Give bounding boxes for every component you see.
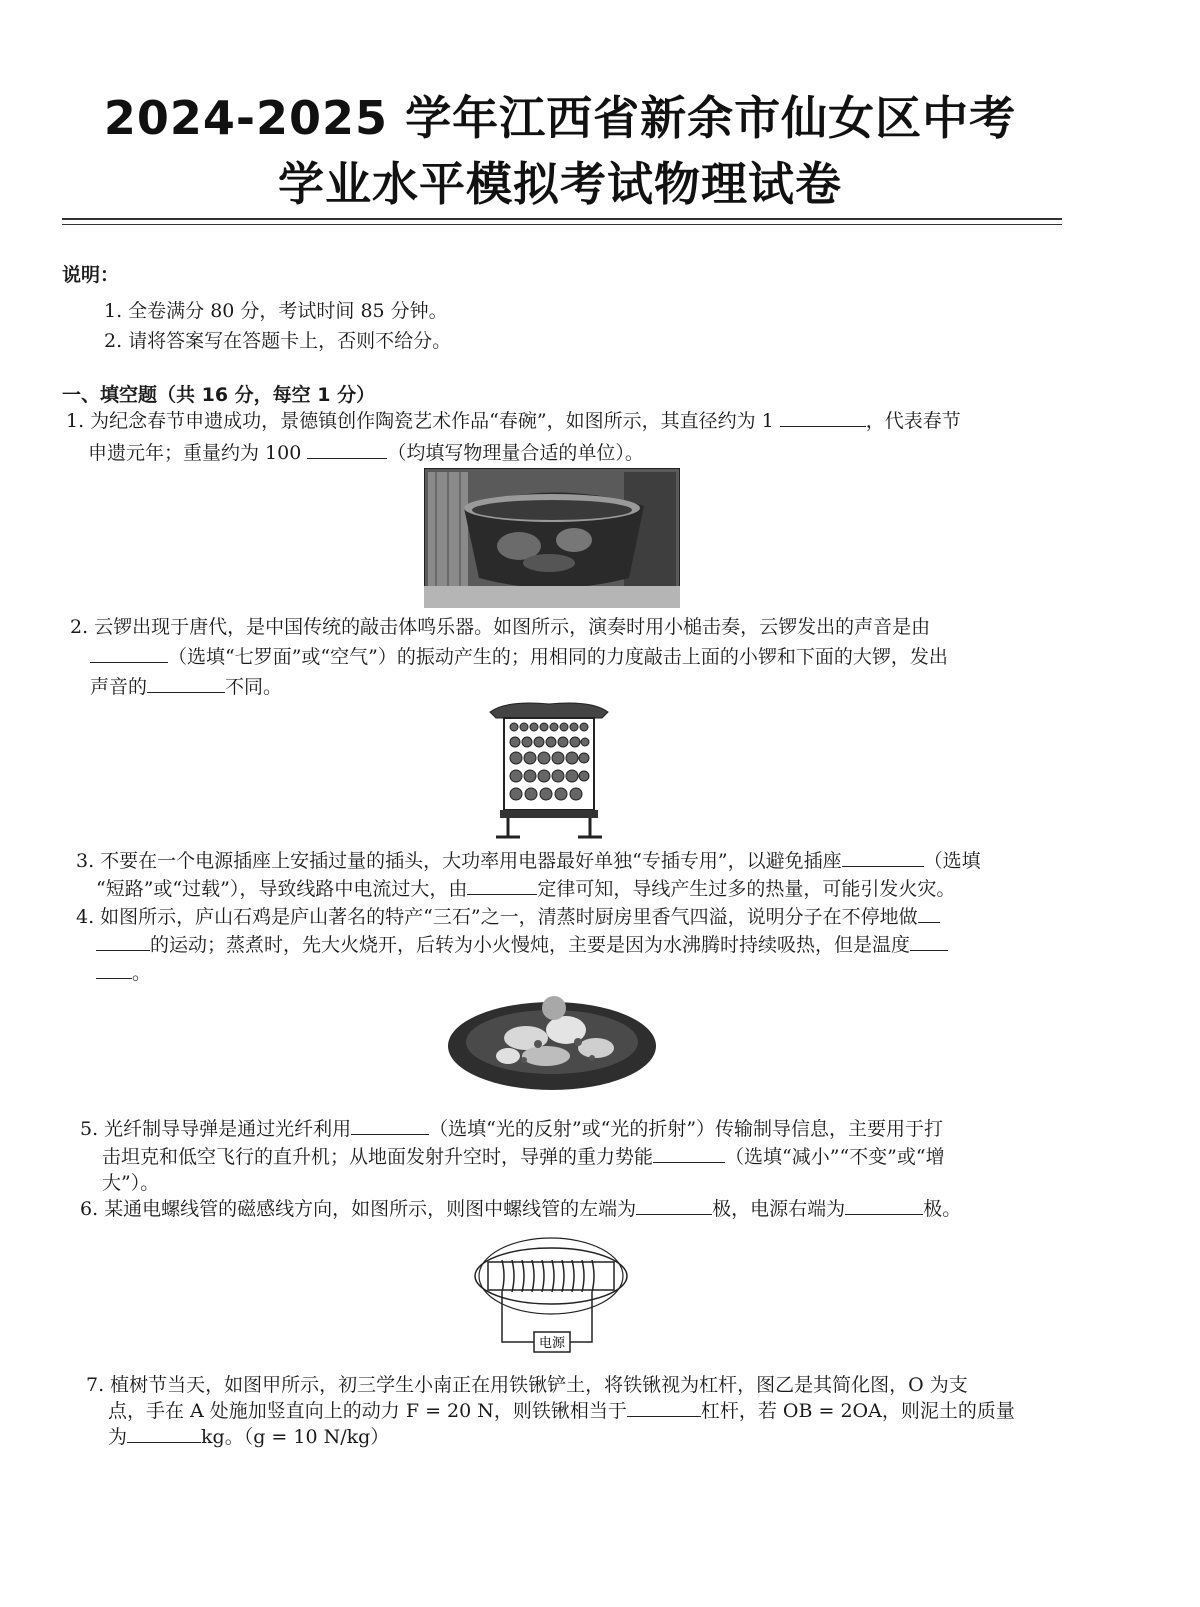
answer-blank[interactable] xyxy=(653,1144,725,1163)
question-2-line-3: 声音的 不同。 xyxy=(90,676,283,698)
answer-blank[interactable] xyxy=(96,932,150,951)
question-5-line-2: 击坦克和低空飞行的直升机；从地面发射升空时，导弹的重力势能 （选填“减小”“不变”或“增 xyxy=(102,1146,945,1168)
answer-blank[interactable] xyxy=(842,848,924,867)
question-7-line-2: 点，手在 A 处施加竖直向上的动力 F = 20 N，则铁锹相当于 杠杆，若 OB = 2OA，则泥土的质量 xyxy=(108,1400,1015,1422)
question-1-line-2: 申遗元年；重量约为 100 （均填写物理量合适的单位）。 xyxy=(88,442,644,464)
lushan-stone-chicken-dish xyxy=(446,986,658,1100)
instructions-heading: 说明： xyxy=(62,264,120,286)
answer-blank[interactable] xyxy=(845,1196,923,1215)
answer-blank[interactable] xyxy=(127,1424,201,1443)
title-line-2: 学业水平模拟考试物理试卷 xyxy=(278,157,842,211)
answer-blank[interactable] xyxy=(90,644,168,663)
question-5-line-3: 大”）。 xyxy=(102,1172,160,1194)
question-3-line-1: 3. 不要在一个电源插座上安插过量的插头，大功率用电器最好单独“专插专用”，以避免插座 （选填 xyxy=(76,850,981,872)
question-3-line-2: “短路”或“过载”），导致线路中电流过大，由 定律可知，导线产生过多的热量，可能引发火灾。 xyxy=(96,878,956,900)
section-heading: 一、填空题（共 16 分，每空 1 分） xyxy=(62,384,376,406)
answer-blank[interactable] xyxy=(147,674,225,693)
spring-festival-bowl-photo xyxy=(424,468,680,608)
instruction-item: 2. 请将答案写在答题卡上，否则不给分。 xyxy=(104,330,452,352)
answer-blank[interactable] xyxy=(351,1116,429,1135)
answer-blank[interactable] xyxy=(96,960,132,979)
answer-blank[interactable] xyxy=(307,440,387,459)
question-4-line-1: 4. 如图所示，庐山石鸡是庐山著名的特产“三石”之一，清蒸时厨房里香气四溢，说明分子在不停地做 xyxy=(76,904,940,930)
instruction-item: 1. 全卷满分 80 分，考试时间 85 分钟。 xyxy=(104,300,448,322)
question-7-line-3: 为 kg。（g = 10 N/kg） xyxy=(108,1426,390,1448)
answer-blank[interactable] xyxy=(780,408,866,427)
answer-blank[interactable] xyxy=(627,1398,701,1417)
question-2-line-1: 2. 云锣出现于唐代，是中国传统的敲击体鸣乐器。如图所示，演奏时用小槌击奏，云锣发出的声音是由 xyxy=(70,616,931,638)
question-1-line-1: 1. 为纪念春节申遗成功，景德镇创作陶瓷艺术作品“春碗”，如图所示，其直径约为 1 ，代表春节 xyxy=(66,410,961,432)
yunluo-gong-figure xyxy=(486,698,612,840)
answer-blank[interactable] xyxy=(918,904,940,923)
question-7-line-1: 7. 植树节当天，如图甲所示，初三学生小南正在用铁锹铲土，将铁锹视为杠杆，图乙是其简化图，O 为支 xyxy=(86,1374,968,1396)
question-6-line-1: 6. 某通电螺线管的磁感线方向，如图所示，则图中螺线管的左端为 极，电源右端为 极。 xyxy=(80,1198,962,1220)
title-divider xyxy=(62,218,1062,220)
answer-blank[interactable] xyxy=(467,876,537,895)
question-2-line-2: （选填“七罗面”或“空气”）的振动产生的；用相同的力度敲击上面的小锣和下面的大锣，发出 xyxy=(90,644,948,670)
title-divider-thin xyxy=(62,224,1062,225)
answer-blank[interactable] xyxy=(910,932,948,951)
title-line-1: 2024-2025 学年江西省新余市仙女区中考 xyxy=(103,91,1017,145)
answer-blank[interactable] xyxy=(636,1196,712,1215)
solenoid-diagram xyxy=(472,1226,630,1358)
question-5-line-1: 5. 光纤制导导弹是通过光纤利用 （选填“光的反射”或“光的折射”）传输制导信息，主要用于打 xyxy=(80,1118,944,1140)
question-4-line-3: 。 xyxy=(96,960,151,986)
question-4-line-2: 的运动；蒸煮时，先大火烧开，后转为小火慢炖，主要是因为水沸腾时持续吸热，但是温度 xyxy=(96,932,948,958)
power-source-label: 电源 xyxy=(538,1336,566,1351)
